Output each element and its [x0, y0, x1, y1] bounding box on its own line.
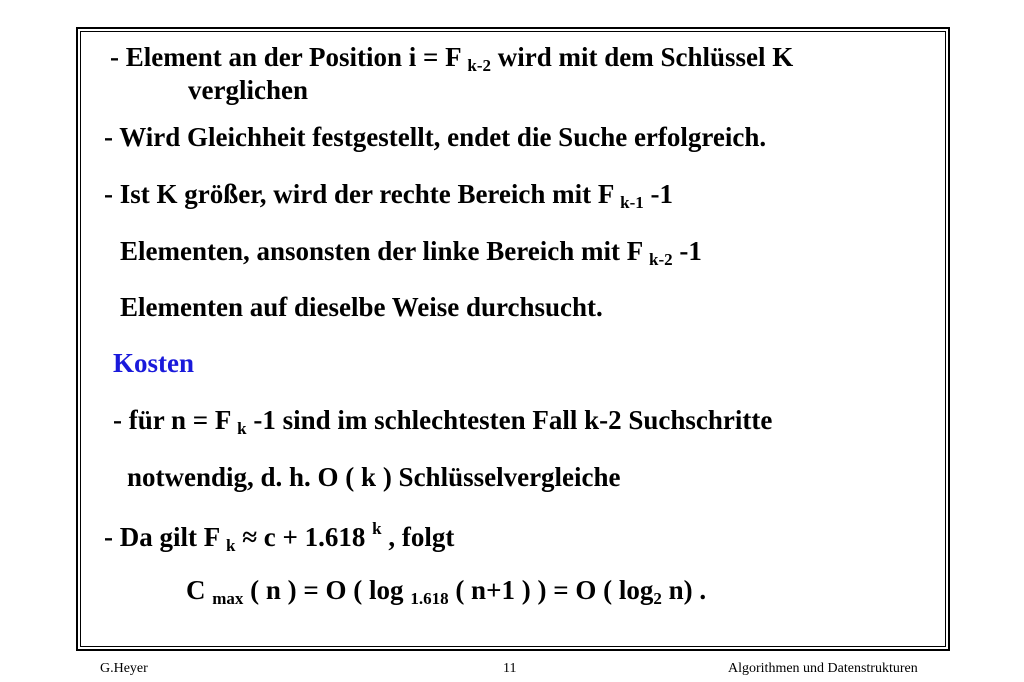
text: Elementen, ansonsten der linke Bereich mit F: [120, 236, 649, 266]
text: Kosten: [113, 348, 194, 378]
bullet-greater: [104, 181, 673, 211]
subscript: 1.618: [410, 589, 449, 608]
bullet-greater-cont-1: [120, 238, 702, 268]
text: -1: [672, 236, 702, 266]
text: ( n ) = O ( log: [243, 575, 411, 605]
text: verglichen: [188, 75, 308, 105]
footer-course: Algorithmen und Datenstrukturen: [728, 661, 918, 676]
bullet-element-compare: [110, 44, 793, 74]
superscript: k: [372, 519, 382, 538]
text: ( n+1 ) ) = O ( log: [448, 575, 654, 605]
formula-cmax: [186, 577, 706, 607]
text: - für n = F: [113, 405, 238, 435]
text: - Wird Gleichheit festgestellt, endet die Suche erfolgreich.: [104, 122, 767, 152]
footer-author: G.Heyer: [100, 661, 148, 676]
text: - Ist K größer, wird der rechte Bereich mit F: [104, 179, 621, 209]
section-heading-kosten: [113, 350, 194, 377]
text: - Element an der Position i = F: [110, 42, 468, 72]
bullet-worst-case: [113, 407, 772, 437]
text: n) .: [661, 575, 707, 605]
text: -1 sind im schlechtesten Fall k-2 Suchschritte: [246, 405, 773, 435]
text: wird mit dem Schlüssel K: [491, 42, 794, 72]
text: C: [186, 575, 213, 605]
subscript: k-2: [467, 56, 491, 75]
subscript: k-2: [648, 250, 673, 269]
subscript: max: [212, 589, 244, 608]
footer-page-number: 11: [503, 661, 517, 676]
text: , folgt: [381, 522, 455, 552]
text: - Da gilt F: [104, 522, 226, 552]
text: -1: [643, 179, 674, 209]
subscript: k: [225, 536, 236, 555]
bullet-worst-case-cont: [127, 464, 621, 491]
bullet-fibonacci-approx: [104, 520, 454, 554]
bullet-element-compare-cont: [188, 77, 308, 104]
subscript: 2: [653, 589, 662, 608]
subscript: k: [237, 419, 247, 438]
subscript: k-1: [620, 193, 644, 212]
text: Elementen auf dieselbe Weise durchsucht.: [120, 292, 603, 322]
bullet-equality: [104, 124, 766, 151]
text: ≈ c + 1.618: [235, 522, 373, 552]
text: notwendig, d. h. O ( k ) Schlüsselvergleiche: [127, 462, 621, 492]
bullet-greater-cont-2: [120, 294, 603, 321]
